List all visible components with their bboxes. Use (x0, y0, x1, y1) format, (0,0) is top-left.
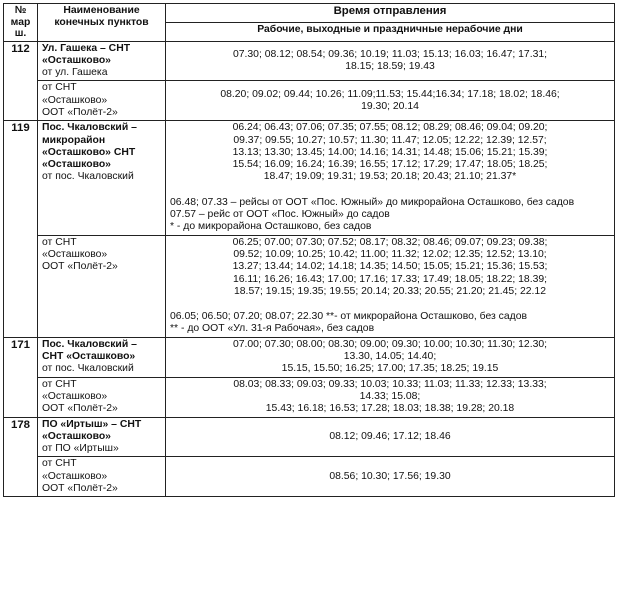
terminal-cell (38, 377, 166, 417)
departure-point: от пос. Чкаловский (42, 363, 134, 375)
times-line: 15.54; 16.09; 16.24; 16.39; 16.55; 17.12; 17.29; 17.47; 18.05; 18.25; (232, 159, 548, 171)
note: ** - до ООТ «Ул. 31-я Рабочая», без садов (170, 323, 375, 335)
times-line: 19.30; 20.14 (361, 100, 419, 112)
departure-point: от СНТ (42, 82, 77, 94)
route-row (4, 121, 615, 235)
times-line: 18.57; 19.15; 19.35; 19.55; 20.14; 20.33; 20.55; 21.20; 21.45; 22.12 (234, 285, 546, 297)
note: 07.57 – рейс от ООТ «Пос. Южный» до садов (170, 209, 390, 221)
departure-point: ООТ «Полёт-2» (42, 403, 118, 415)
departure-point: «Осташково» (42, 470, 108, 482)
times-cell (166, 235, 615, 337)
departure-point: «Осташково» (42, 248, 108, 260)
departure-point: ООТ «Полёт-2» (42, 261, 118, 273)
times-line: 14.33; 15.08; (359, 390, 421, 402)
departure-point: «Осташково» (42, 94, 108, 106)
note: 06.05; 06.50; 07.20; 08.07; 22.30 **- от микрорайона Осташково, без садов (170, 311, 528, 323)
note: * - до микрорайона Осташково, без садов (170, 221, 372, 233)
terminal-cell (38, 337, 166, 377)
times-line: 06.24; 06.43; 07.06; 07.35; 07.55; 08.12; 08.29; 08.46; 09.04; 09.20; (232, 122, 548, 134)
terminals-header: Наименование конечных пунктов (38, 4, 166, 42)
route-number: 171 (4, 337, 38, 417)
times-line: 06.25; 07.00; 07.30; 07.52; 08.17; 08.32; 08.46; 09.07; 09.23; 09.38; (232, 236, 548, 248)
times-cell (166, 337, 615, 377)
notes (170, 197, 610, 234)
route-row (4, 377, 615, 417)
route-row (4, 337, 615, 377)
departure-time-header: Время отправления (166, 4, 615, 23)
times-line: 09.52; 10.09; 10.25; 10.42; 11.00; 11.32; 12.02; 12.35; 12.52; 13.10; (233, 248, 547, 260)
route-title: Пос. Чкаловский – микрорайон «Осташково» СНТ «Осташково» (42, 122, 137, 171)
departure-point: от СНТ (42, 378, 77, 390)
times-line: 15.15, 15.50; 16.25; 17.00; 17.35; 18.25; 19.15 (281, 363, 499, 375)
route-number-header: № мар ш. (4, 4, 38, 42)
times-line: 09.37; 09.55; 10.27; 10.57; 11.30; 11.47; 12.05; 12.22; 12.39; 12.57; (233, 134, 547, 146)
times-cell (166, 457, 615, 497)
times-line: 13.13; 13.30; 13.45; 14.00; 14.16; 14.31; 14.48; 15.06; 15.21; 15.39; (232, 146, 548, 158)
departure-point: от СНТ (42, 236, 77, 248)
days-header: Рабочие, выходные и праздничные нерабочие дни (166, 22, 615, 41)
route-row (4, 235, 615, 337)
times-line: 18.15; 18.59; 19.43 (345, 60, 435, 72)
times-line: 08.03; 08.33; 09.03; 09.33; 10.03; 10.33; 11.03; 11.33; 12.33; 13.33; (233, 378, 547, 390)
times-cell (166, 417, 615, 457)
route-number: 119 (4, 121, 38, 337)
departure-point: от СНТ (42, 458, 77, 470)
route-number: 178 (4, 417, 38, 497)
terminal-cell (38, 417, 166, 457)
route-title: Ул. Гашека – СНТ «Осташково» (42, 42, 131, 66)
times-line: 13.30, 14.05; 14.40; (343, 351, 437, 363)
route-row (4, 41, 615, 81)
terminal-cell (38, 457, 166, 497)
notes (170, 311, 610, 336)
terminal-cell (38, 81, 166, 121)
times-line: 16.11; 16.26; 16.43; 17.00; 17.16; 17.33; 17.49; 18.05; 18.22; 18.39; (232, 273, 548, 285)
departure-point: ООТ «Полёт-2» (42, 483, 118, 494)
route-row (4, 457, 615, 497)
times-cell (166, 41, 615, 81)
times-line: 13.27; 13.44; 14.02; 14.18; 14.35; 14.50; 15.05; 15.21; 15.36; 15.53; (232, 261, 548, 273)
route-number: 112 (4, 41, 38, 121)
departure-point: «Осташково» (42, 390, 108, 402)
times-line: 08.12; 09.46; 17.12; 18.46 (329, 430, 451, 442)
departure-point: от пос. Чкаловский (42, 171, 134, 183)
times-line: 08.20; 09.02; 09.44; 10.26; 11.09;11.53; 15.44;16.34; 17.18; 18.02; 18.46; (220, 88, 560, 100)
route-row (4, 417, 615, 457)
times-line: 18.47; 19.09; 19.31; 19.53; 20.18; 20.43; 21.10; 21.37* (263, 171, 517, 183)
schedule-table (3, 3, 615, 497)
departure-point: от ПО «Иртыш» (42, 443, 119, 455)
route-row (4, 81, 615, 121)
times-line: 07.00; 07.30; 08.00; 08.30; 09.00; 09.30; 10.00; 10.30; 11.30; 12.30; (232, 338, 548, 350)
departure-point: ООТ «Полёт-2» (42, 106, 118, 118)
times-line: 15.43; 16.18; 16.53; 17.28; 18.03; 18.38; 19.28; 20.18 (265, 403, 515, 415)
route-title: ПО «Иртыш» – СНТ «Осташково» (42, 418, 142, 442)
departure-point: от ул. Гашека (42, 67, 108, 79)
note: 06.48; 07.33 – рейсы от ООТ «Пос. Южный» до микрорайона Осташково, без садов (170, 196, 575, 208)
times-cell (166, 377, 615, 417)
terminal-cell (38, 121, 166, 235)
route-title: Пос. Чкаловский – СНТ «Осташково» (42, 338, 137, 363)
times-cell (166, 121, 615, 235)
terminal-cell (38, 41, 166, 81)
header-row (4, 4, 615, 23)
times-line: 08.56; 10.30; 17.56; 19.30 (329, 470, 451, 482)
times-cell (166, 81, 615, 121)
times-line: 07.30; 08.12; 08.54; 09.36; 10.19; 11.03; 15.13; 16.03; 16.47; 17.31; (232, 48, 548, 60)
terminal-cell (38, 235, 166, 337)
